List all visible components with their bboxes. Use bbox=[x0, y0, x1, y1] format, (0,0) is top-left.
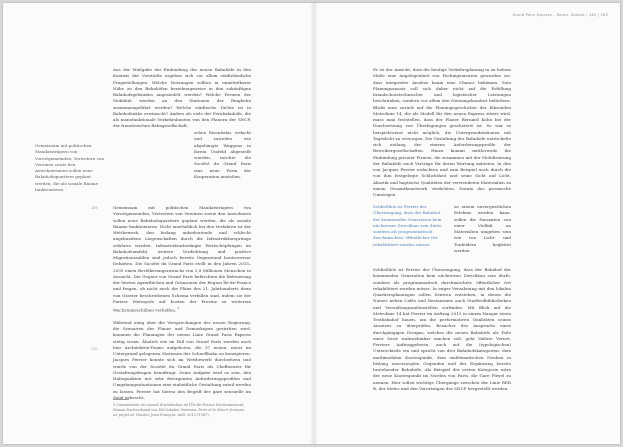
left-col-main bbox=[113, 205, 251, 401]
running-head-pages: 182 | 183 bbox=[588, 13, 608, 17]
book-spread bbox=[3, 3, 620, 444]
margin-number-upper: 169 bbox=[91, 206, 98, 210]
footnote-italic: Paris et le désert français: un projet de bbox=[113, 408, 246, 417]
left-col-top: Aus der Maßgabe der Einbindung der neuen Bahnhöfe in den Kontext der Vorstädte ergeben sich vor allem städtebauliche Fragestellungen: Welche Nutzungen sollten in unmittelbarer Nähe zu den Bahnhöfen beziehungsweise in den zukünftigen Bahnhofsgebäuden angesiedelt werden? Welche Formen der Mobilität werden an den Stationen der Ringbahn zusammengeführt werden? Welche städtische Dichte ist in Bahnhofsnähe erwünscht? Anders als viele der Fernbahnhöfe, die als monofunktionale Verkehrsbauten von den Planern der SNCF, der französischen Bahngesellschaft, bbox=[113, 67, 251, 129]
footnote-text: Commissaire du conseil d'orientation de l'Île-de-France Environnement, Manon Dachverband von 400 lokalen Vereinen. bbox=[113, 403, 245, 412]
footnote-number: 5 bbox=[113, 403, 116, 407]
left-main-text: Gemeinsam mit politischen Mandatsträgern von Vorortgemeinden, Vertretern von Vereinen sowie den Anwohnern sollen neue Bahnhofsquartiere geplant werden, die als soziale Räume funktionieren. Nicht unerheblich bei den Verfahren ist der Wettbewerb, den bislang unbedeutende und schlecht angebundene Liegenschaften durch die Infrastruktursprünge erfahren werden. Infrastrukturbedingte Wertschöpfungen im Bahnhofsumfeld, weitere Verdichtung und positive Migrationssalden sind jedoch bereits Gegenstand kontroverser Debatten. Die Société du Grand Paris stellt in den Jahren 2015–2035 einen Bevölkerungszuwachs von 1,8 Millionen Menschen in Aussicht. Die Gegner von Grand Paris befürchten die Befeuerung der letzten Agrarflächen und Grünzonen der Region Île-de-France und fragen, ob nicht auch die Pläne des 21. Jahrhunderts denn von Gravier beschriebenen Schema verfallen sind, indem sie der Pariser Metropole auf Kosten der Provinz zu weiterem Wachstumsschüben verhelfen. bbox=[113, 205, 251, 313]
left-col-mid: schen Eisenbahn, erdacht und zuweilen wie abgehängte Waggons in ihrem Umfeld abgestellt wurden, möchte die Société du Grand Paris eine neue Form der Kooperation anstoßen. bbox=[194, 130, 251, 179]
left-side-quote: Gemeinsam mit politischen Mandatsträgern von Vorortgemeinden, Vertretern von Vereinen sowie den Anwohnerinnen sollen neue Bahnhofsquartiere geplant werden, die als soziale Räume funktionieren. bbox=[35, 143, 105, 192]
right-pull-quote: Schließlich ist Ferrier der Überzeugung, dass der Bahnhof der kommenden Generation kein nüchterner Zweckbau sein dürfe, sondern als programmatisch durchmischter, öffentlicher Ort rehabilitiert werden müsse. bbox=[373, 204, 443, 247]
footnote-text-2: Gravier, Jean-François. Aufl. 2013 (1947). bbox=[135, 413, 210, 417]
footnote bbox=[113, 403, 248, 418]
right-col-top: Er ist der Ansicht, dass die heutige Verkehrsplanung in zu hohem Maße eine Angelegenheit von Fachingenieuren geworden sei, dass integrative Ansätze kaum eine Chance bekämen. Sein Planungsansatz soll sich daher nicht auf die Erfüllung brandschutztechnischer und logistischer Leistungen beschränken, sondern vor allem den Nutzungskomfort befördern. Blickt man zurück auf die Planungsgeschichte der führenden Metrolinie 14, die als Modell für den neuen Express zitiert wird, muss man feststellen, dass der Planer Bernard Kohn bei der Durchsetzung von Überlegungen gescheitert ist. So war es beispielsweise nicht möglich, die Untergrundstationen mit Tageslicht zu versorgen. Die Gestaltung der Bahnhöfe entwickelte sich entlang der starren Anforderungsprofile der Betreibergesellschaften. Hinzu kommt mittlerweile die Einbindung privater Firmen, die zusammen mit der Mobilisierung der Bahnhöfe auch Verträge für deren Wartung anbieten. In den von Jacques Ferrier erdachten und zum Beispiel auch durch die von ihm festgelegte Schlichtheit und seine Sicht auf Licht, Akustik und haptische Qualitäten der verwendeten Materialien zu einem Gesamtkunstwerk verdichten. Darum das prosaische Umsteigen bbox=[373, 67, 511, 197]
right-col-main: Schließlich ist Ferrier der Überzeugung, dass der Bahnhof der kommenden Generation kein nüchterner Zweckbau sein dürfe, sondern als programmatisch durchmischter, öffentlicher Ort rehabilitiert werden müsse. In enger Verzahnung mit den lokalen Quartiersplanungen sollen Zentren entstehen, in denen die Nutzer neben Cafés und Restaurants auch Stadtteilbibliotheken und Verwaltungsaußenstellen vorfinden. Mit Blick auf die Metrolinie 14 hat Ferrier im Auftrag 2013 in einem Hangar einen Testbahnhof bauen, um die performativen Qualitäten seines Ansatzes zu überprüfen. Besucher des Anspruchs eines durchgängigen Designs, welches die neuen Bahnhöfe als Teile einer Serie wahrnehmbar machen soll, geht Valérie Vernet, Ferriers Auftraggeberin, auch auf die (typologischen) Unterschiede ein und spricht von drei Bahnhofskategorien: dem multimodalen Knotenpunkt, dem emblematischen Neubau in bislang unversorgten Gegenden und der Ergänzung bereits bestehender Bahnhöfe. Als Beispiel der ersten Kategorie wäre der neue Knotenpunkt im Norden von Paris, die Gare Pleyel zu nennen. Hier sollen wichtige Übergänge zwischen der Linie RER B, der Metro und den Vorortzügen der SNCF hergestellt werden. bbox=[373, 267, 511, 391]
right-col-side: zu einem unvergesslichen Erlebnis werden kann, sollen die Passanten von einer Vielfalt an Materialien umgeben sein wie von Licht- und Tonfeldern begleitet werden. bbox=[454, 204, 511, 253]
left-last-paragraph: Während einig über die Versprechungen der neuen Regierung, die Szenarien der Planer und Demoskopen gestritten wird, kommen die Planungen der neuen Linie Grand Paris Express stetig voran. Ähnlich wie im Fall von Grand Paris werden auch hier Architekten-Teams aufgeboten, die 37 neuen, meist im Untergrund gelegenen Stationen der Schnellbahn zu konzipieren. Jacques Ferrier konnte sich im Wettbewerb durchsetzen und wurde von der Société du Grand Paris als Chefberater für Gestaltungsfragen beauftragt. Seine Aufgabe wird es sein, den Haltepunkten mit sehr divergenten Anforderungsprofilen und Umgebungssituationen eine einheitliche Gestaltung zuteil werden zu lassen. Ferrier hat hierzu den Begriff der gare sensuelle im Spiel gebracht. bbox=[113, 319, 251, 400]
footnote-rule bbox=[113, 399, 129, 400]
left-main-paragraph bbox=[113, 205, 251, 314]
margin-number-lower: 170 bbox=[91, 347, 98, 351]
running-head-separator: | bbox=[586, 13, 588, 17]
running-head bbox=[512, 13, 608, 17]
running-head-title: Grand Paris Express – Raum. Gestalt bbox=[512, 13, 585, 17]
book-gutter bbox=[310, 3, 318, 444]
footnote-reference: 5 bbox=[177, 306, 180, 310]
